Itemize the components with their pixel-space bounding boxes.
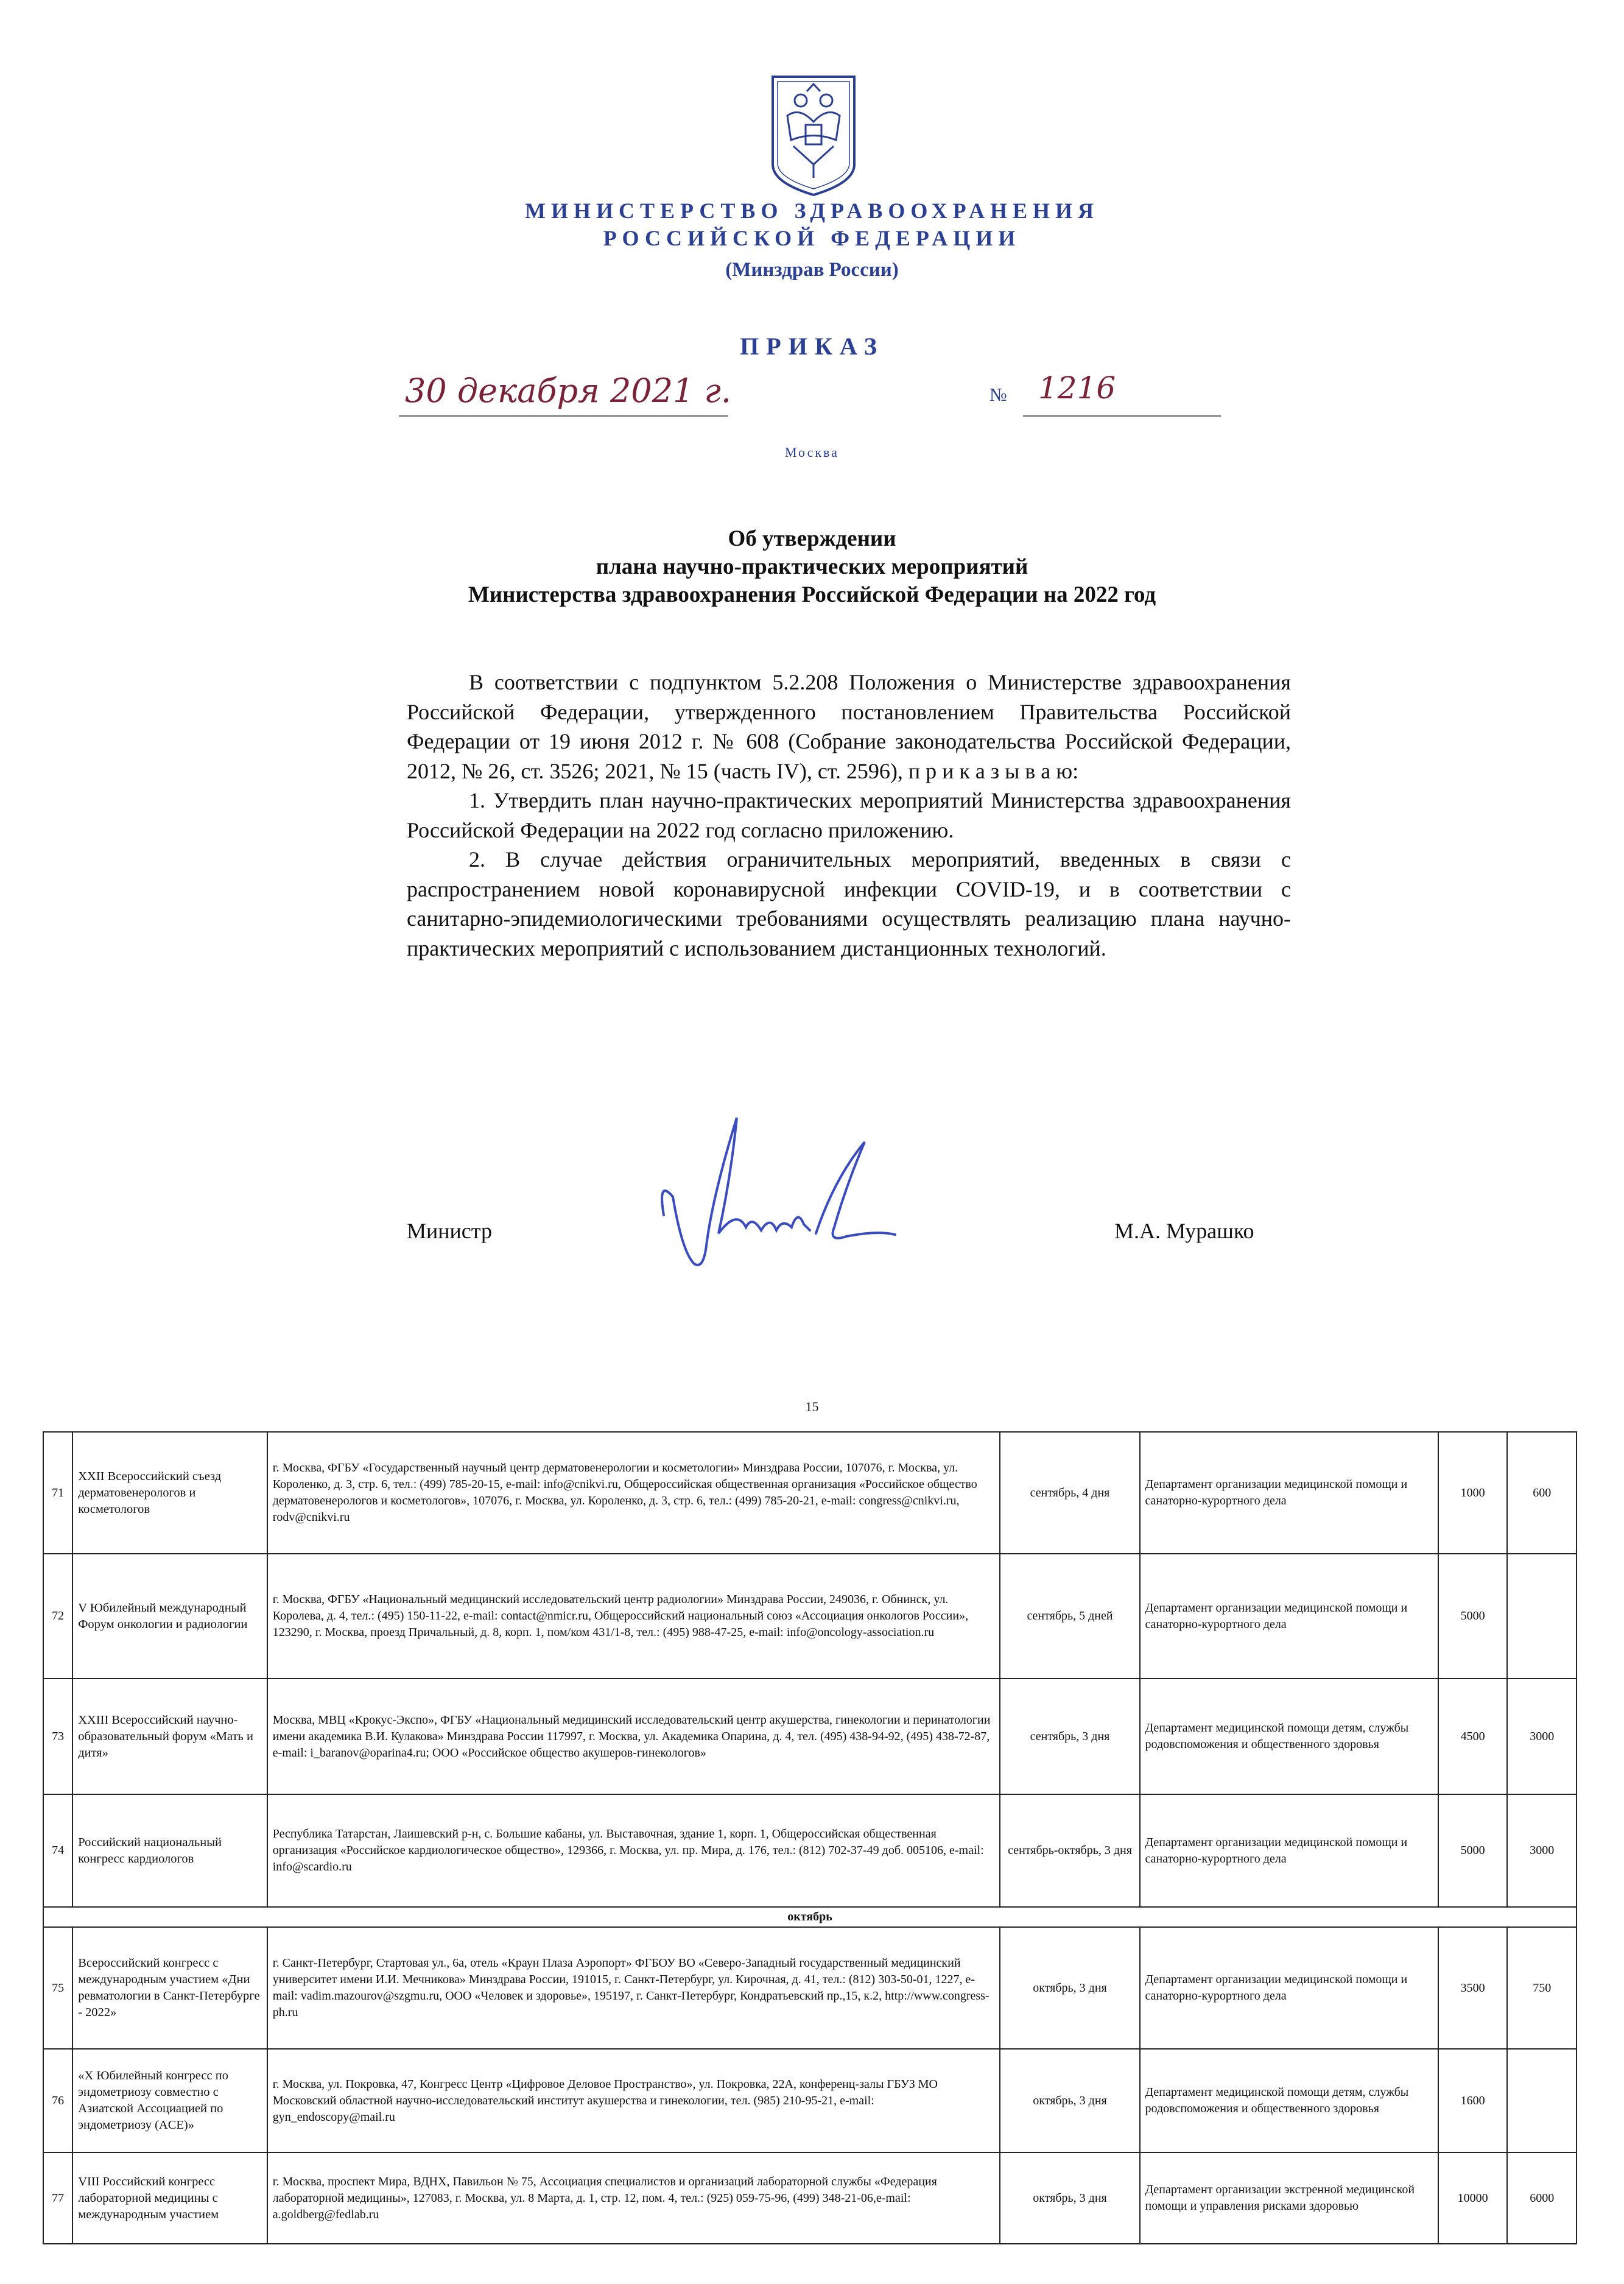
row-number: 73 (43, 1679, 72, 1794)
event-name: Российский национальный конгресс кардиологов (72, 1794, 267, 1907)
responsible-department: Департамент организации медицинской помощи и санаторно-курортного дела (1140, 1432, 1438, 1554)
order-number: 1216 (1038, 370, 1116, 406)
responsible-department: Департамент организации медицинской помощи и санаторно-курортного дела (1140, 1927, 1438, 2049)
month-label: октябрь (43, 1907, 1577, 1927)
table-row (43, 1927, 1577, 2049)
state-emblem (769, 73, 858, 198)
event-dates: сентябрь, 5 дней (1000, 1554, 1139, 1679)
ministry-name-line1: МИНИСТЕРСТВО ЗДРАВООХРАНЕНИЯ (524, 199, 1099, 223)
event-dates: октябрь, 3 дня (1000, 1927, 1139, 2049)
event-address: г. Москва, ФГБУ «Государственный научный центр дерматовенерологии и косметологии» Минздрава России, 107076, г. Москва, ул. Короленко, д. 3, стр. 6, тел.: (499) 785-20-15, e-mail: info@cnikvi.ru, Общероссийская общественная организация «Российское общество дерматовенерологов и косметологов», 107076, г. Москва, ул. Короленко, д. 3, стр. 6, тел.: (499) 785-20-21, e-mail: congress@cnikvi.ru, rodv@cnikvi.ru (267, 1432, 1000, 1554)
subject-line3: Министерства здравоохранения Российской Федерации на 2022 год (468, 582, 1156, 607)
signature-image (645, 1105, 901, 1288)
event-dates: сентябрь, 4 дня (1000, 1432, 1139, 1554)
responsible-department: Департамент организации экстренной медицинской помощи и управления рисками здоровью (1140, 2152, 1438, 2244)
event-name: Всероссийский конгресс с международным участием «Дни ревматологии в Санкт-Петербурге - 2022» (72, 1927, 267, 2049)
table-row (43, 1432, 1577, 1554)
ministry-short-name: (Минздрав России) (725, 259, 899, 281)
participants-count: 3500 (1438, 1927, 1508, 2049)
event-address: Москва, МВЦ «Крокус-Экспо», ФГБУ «Национальный медицинский исследовательский центр акушерства, гинекологии и перинатологии имени академика В.И. Кулакова» Минздрава России 117997, г. Москва, ул. Академика Опарина, д. 4, тел. (495) 438-94-92, (495) 438-72-87, e-mail: i_baranov@oparina4.ru; ООО «Российское общество акушеров-гинекологов» (267, 1679, 1000, 1794)
event-address: г. Санкт-Петербург, Стартовая ул., 6а, отель «Краун Плаза Аэропорт» ФГБОУ ВО «Северо-Западный государственный медицинский университет имени И.И. Мечникова» Минздрава России, 191015, г. Санкт-Петербург, ул. Кирочная, д. 41, тел.: (812) 303-50-01, 1227, e-mail: vadim.mazourov@szgmu.ru, ООО «Человек и здоровье», 195197, г. Санкт-Петербург, Кондратьевский пр.,15, к.2, http://www.congress-ph.ru (267, 1927, 1000, 2049)
responsible-department: Департамент организации медицинской помощи и санаторно-курортного дела (1140, 1794, 1438, 1907)
order-date: 30 декабря 2021 г. (405, 372, 731, 410)
event-name: VIII Российский конгресс лабораторной медицины с международным участием (72, 2152, 267, 2244)
event-address: Республика Татарстан, Лаишевский р-н, с. Большие кабаны, ул. Выставочная, здание 1, корп. 1, Общероссийская общественная организация «Российское кардиологическое общество», 129366, г. Москва, ул. пр. Мира, д. 176, тел.: (812) 702-37-49 доб. 005106, e-mail: info@scardio.ru (267, 1794, 1000, 1907)
table-row (43, 2152, 1577, 2244)
subject-line1: Об утверждении (728, 526, 896, 551)
participants-count: 1600 (1438, 2049, 1508, 2152)
responsible-department: Департамент медицинской помощи детям, службы родовспоможения и общественного здоровья (1140, 2049, 1438, 2152)
event-name: XXII Всероссийский съезд дерматовенерологов и косметологов (72, 1432, 267, 1554)
second-count: 750 (1507, 1927, 1577, 2049)
participants-count: 10000 (1438, 2152, 1508, 2244)
row-number: 71 (43, 1432, 72, 1554)
number-label: № (990, 385, 1007, 405)
event-dates: сентябрь-октябрь, 3 дня (1000, 1794, 1139, 1907)
event-dates: сентябрь, 3 дня (1000, 1679, 1139, 1794)
row-number: 75 (43, 1927, 72, 2049)
second-count: 3000 (1507, 1794, 1577, 1907)
signer-name: М.А. Мурашко (1114, 1219, 1254, 1243)
events-plan-table (43, 1431, 1577, 2244)
row-number: 77 (43, 2152, 72, 2244)
table-row (43, 1794, 1577, 1907)
body-paragraph-2: 1. Утвердить план научно-практических мероприятий Министерства здравоохранения Российской Федерации на 2022 год согласно приложению. (407, 788, 1291, 842)
responsible-department: Департамент организации медицинской помощи и санаторно-курортного дела (1140, 1554, 1438, 1679)
participants-count: 5000 (1438, 1554, 1508, 1679)
month-row (43, 1907, 1577, 1927)
row-number: 72 (43, 1554, 72, 1679)
ministry-name-line2: РОССИЙСКОЙ ФЕДЕРАЦИИ (603, 226, 1021, 250)
second-count: 600 (1507, 1432, 1577, 1554)
subject-line2: плана научно-практических мероприятий (596, 554, 1028, 579)
body-paragraph-1: В соответствии с подпунктом 5.2.208 Положения о Министерстве здравоохранения Российской Федерации, утвержденного постановлением Правительства Российской Федерации от 19 июня 2012 г. № 608 (Собрание законодательства Российской Федерации, 2012, № 26, ст. 3526; 2021, № 15 (часть IV), ст. 2596), п р и к а з ы в а ю: (407, 670, 1291, 783)
document-type: ПРИКАЗ (740, 333, 884, 360)
row-number: 74 (43, 1794, 72, 1907)
event-name: «Х Юбилейный конгресс по эндометриозу совместно с Азиатской Ассоциацией по эндометриозу (ACE)» (72, 2049, 267, 2152)
event-address: г. Москва, ФГБУ «Национальный медицинский исследовательский центр радиологии» Минздрава России, 249036, г. Обнинск, ул. Королева, д. 4, тел.: (495) 150-11-22, e-mail: contact@nmicr.ru, Общероссийский национальный союз «Ассоциация онкологов России», 123290, г. Москва, проезд Причальный, д. 8, корп. 1, пом/ком 431/1-8, тел.: (495) 988-47-25, e-mail: info@oncology-association.ru (267, 1554, 1000, 1679)
participants-count: 1000 (1438, 1432, 1508, 1554)
second-count: 3000 (1507, 1679, 1577, 1794)
table-row (43, 1679, 1577, 1794)
table-row (43, 1554, 1577, 1679)
participants-count: 4500 (1438, 1679, 1508, 1794)
signer-position: Министр (407, 1219, 492, 1243)
event-dates: октябрь, 3 дня (1000, 2049, 1139, 2152)
second-count (1507, 1554, 1577, 1679)
event-address: г. Москва, проспект Мира, ВДНХ, Павильон № 75, Ассоциация специалистов и организаций лабораторной службы «Федерация лабораторной медицины», 127083, г. Москва, ул. 8 Марта, д. 1, стр. 12, пом. 4, тел.: (925) 059-75-96, (499) 348-21-06,e-mail: a.goldberg@fedlab.ru (267, 2152, 1000, 2244)
second-count (1507, 2049, 1577, 2152)
document-subject (0, 525, 1624, 609)
row-number: 76 (43, 2049, 72, 2152)
second-count: 6000 (1507, 2152, 1577, 2244)
document-body (407, 668, 1291, 963)
responsible-department: Департамент медицинской помощи детям, службы родовспоможения и общественного здоровья (1140, 1679, 1438, 1794)
participants-count: 5000 (1438, 1794, 1508, 1907)
event-address: г. Москва, ул. Покровка, 47, Конгресс Центр «Цифровое Деловое Пространство», ул. Покровка, 22А, конференц-залы ГБУЗ МО Московский областной научно-исследовательский институт акушерства и гинекологии, тел. (985) 210-95-21, e-mail: gyn_endoscopy@mail.ru (267, 2049, 1000, 2152)
event-dates: октябрь, 3 дня (1000, 2152, 1139, 2244)
appendix-page-number: 15 (805, 1399, 819, 1414)
body-paragraph-3: 2. В случае действия ограничительных мероприятий, введенных в связи с распространением новой коронавирусной инфекции COVID-19, и в соответствии с санитарно-эпидемиологическими требованиями осуществлять реализацию плана научно-практических мероприятий с использованием дистанционных технологий. (407, 847, 1291, 960)
event-name: V Юбилейный международный Форум онкологии и радиологии (72, 1554, 267, 1679)
table-row (43, 2049, 1577, 2152)
event-name: XXIII Всероссийский научно-образовательный форум «Мать и дитя» (72, 1679, 267, 1794)
document-place: Москва (785, 445, 839, 460)
